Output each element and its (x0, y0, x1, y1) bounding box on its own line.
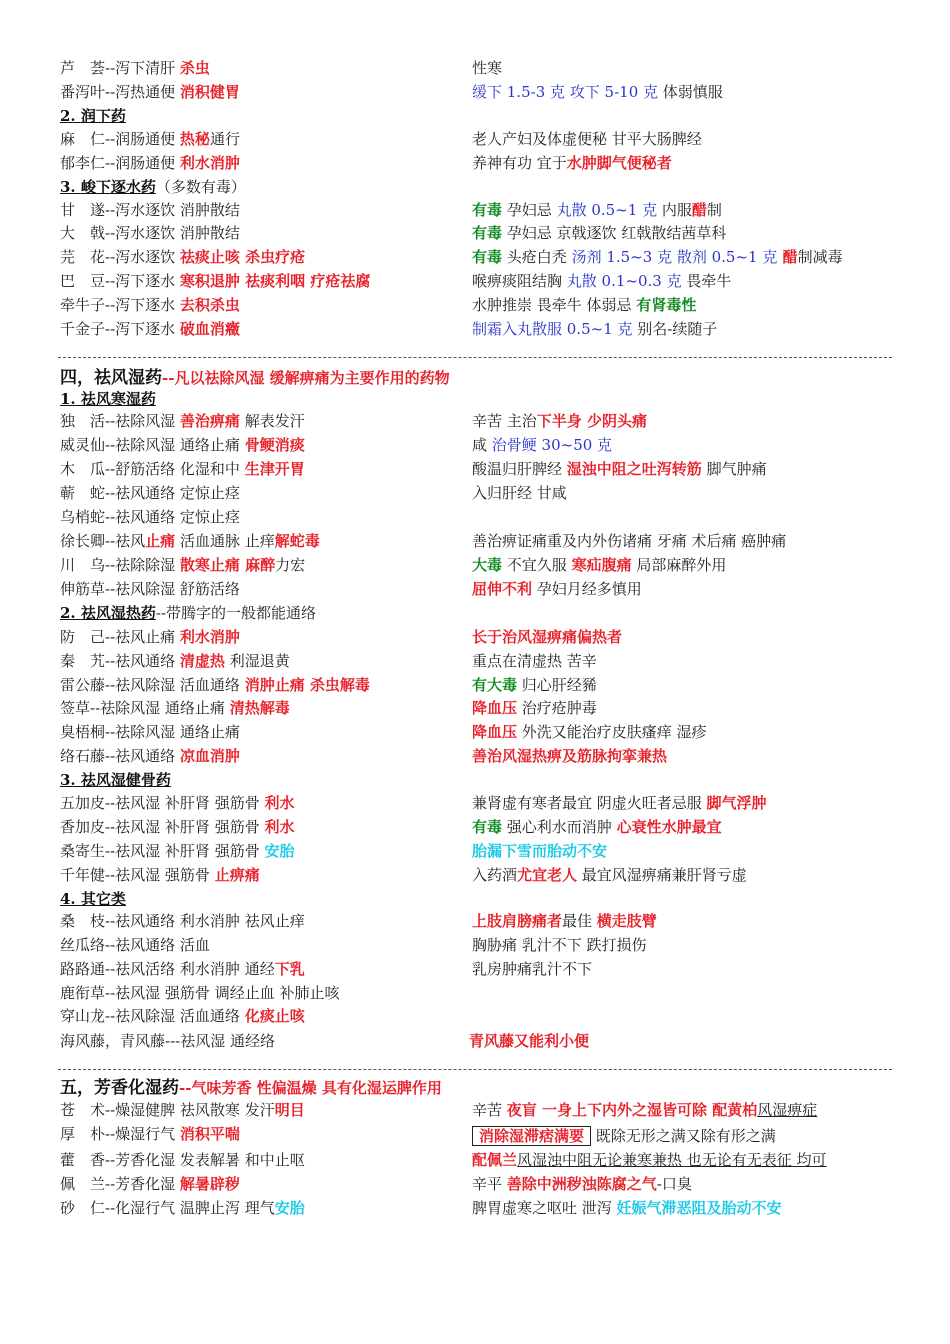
herb-note-houpu: 消除湿滞痞满要 既除无形之满又除有形之满 (472, 1125, 776, 1147)
herb-note-qiannianjian: 入药酒尤宜老人 最宜风湿痹痛兼肝肾亏虚 (472, 866, 747, 884)
herb-note-qianjinzi: 制霜入丸散服 0.5~1 克 别名-续随子 (472, 320, 718, 338)
herb-row-gansui: 甘 遂--泻水逐饮 消肿散结 (60, 201, 240, 219)
herb-row-badou: 巴 豆--泻下逐水 寒积退肿 祛痰利咽 疗疮祛腐 (60, 272, 371, 290)
herb-row-yuliren: 郁李仁--润肠通便 利水消肿 (60, 154, 240, 172)
herb-note-xuchangqing: 善治痹证痛重及内外伤诸痛 牙痛 术后痛 癌肿痛 (472, 532, 787, 550)
herb-row-luxiancao: 鹿衔草--祛风湿 强筋骨 调经止血 补肺止咳 (60, 984, 340, 1002)
subheading-fengshire: 2. 祛风湿热药--带腾字的一般都能通络 (60, 604, 317, 622)
herb-row-wujiapi: 五加皮--祛风湿 补肝肾 强筋骨 利水 (60, 794, 295, 812)
herb-note-wujiapi: 兼肾虚有寒者最宜 阴虚火旺者忌服 脚气浮肿 (472, 794, 767, 812)
herb-row-houpu: 厚 朴--燥湿行气 消积平喘 (60, 1125, 240, 1143)
herb-row-fangji: 防 己--祛风止痛 利水消肿 (60, 628, 240, 646)
herb-note-luoshiteng: 善治风湿热痹及筋脉拘挛兼热 (472, 747, 668, 765)
subheading-jiangu: 3. 祛风湿健骨药 (60, 771, 171, 789)
herb-note-huoxiang: 配佩兰风湿浊中阻无论兼寒兼热 也无论有无表征 均可 (472, 1151, 827, 1169)
herb-row-fanxieye: 番泻叶--泻热通便 消积健胃 (60, 83, 240, 101)
herb-row-sangzhi: 桑 枝--祛风通络 利水消肿 祛风止痒 (60, 912, 305, 930)
herb-row-xiangjiapi: 香加皮--祛风湿 补肝肾 强筋骨 利水 (60, 818, 295, 836)
herb-note-sharen: 脾胃虚寒之呕吐 泄泻 妊娠气滞恶阻及胎动不安 (472, 1199, 782, 1217)
herb-note-sangjisheng: 胎漏下雪而胎动不安 (472, 842, 608, 860)
section-heading-qufengshi: 四，祛风湿药--凡以祛除风湿 缓解痹痛为主要作用的药物 (60, 368, 450, 388)
section-divider (58, 1069, 892, 1070)
herb-row-qianjinzi: 千金子--泻下逐水 破血消癥 (60, 320, 240, 338)
herb-note-maren: 老人产妇及体虚便秘 甘平大肠脾经 (472, 130, 702, 148)
herb-row-xixiancao: 签草--祛除风湿 通络止痛 清热解毒 (60, 699, 290, 717)
herb-row-haifengteng: 海风藤，青风藤---祛风湿 通经络 (60, 1032, 275, 1050)
herb-note-leigongteng: 有大毒 归心肝经豨 (472, 676, 597, 694)
herb-note-xixiancao: 降血压 治疗疮肿毒 (472, 699, 597, 717)
herb-note-weilingxian: 咸 治骨鲠 30~50 克 (472, 436, 613, 454)
herb-row-luhui: 芦 荟--泻下清肝 杀虫 (60, 59, 210, 77)
herb-row-shenjincao: 伸筋草--祛风除湿 舒筋活络 (60, 580, 240, 598)
herb-note-qianniuzi: 水肿推崇 畏牵牛 体弱忌 有肾毒性 (472, 296, 697, 314)
herb-row-mugua: 木 瓜--舒筋活络 化湿和中 生津开胃 (60, 460, 305, 478)
herb-row-yuanhua: 芫 花--泻水逐饮 祛痰止咳 杀虫疗疮 (60, 248, 306, 266)
herb-row-sharen: 砂 仁--化湿行气 温脾止泻 理气安胎 (60, 1199, 305, 1217)
section-divider (58, 357, 892, 358)
herb-row-xuchangqing: 徐长卿--祛风止痛 活血通脉 止痒解蛇毒 (60, 532, 320, 550)
herb-row-duhuo: 独 活--祛除风湿 善治痹痛 解表发汗 (60, 412, 305, 430)
herb-note-mugua: 酸温归肝脾经 湿浊中阻之吐泻转筋 脚气肿痛 (472, 460, 767, 478)
herb-note-duhuo: 辛苦 主治下半身 少阴头痛 (472, 412, 648, 430)
herb-note-yuanhua: 有毒 头疮白秃 汤剂 1.5~3 克 散剂 0.5~1 克 醋制减毒 (472, 248, 843, 266)
herb-row-qinjiao: 秦 艽--祛风通络 清虚热 利湿退黄 (60, 652, 290, 670)
herb-note-shenjincao: 屈伸不利 孕妇月经多慎用 (472, 580, 642, 598)
herb-note-yuliren: 养神有功 宜于水肿脚气便秘者 (472, 154, 672, 172)
herb-note-peilan: 辛平 善除中洲秽浊陈腐之气-口臭 (472, 1175, 692, 1193)
herb-row-qiannianjian: 千年健--祛风湿 强筋骨 止痹痛 (60, 866, 260, 884)
subheading-qita: 4. 其它类 (60, 890, 126, 908)
herb-row-huoxiang: 藿 香--芳香化湿 发表解暑 和中止呕 (60, 1151, 305, 1169)
section-heading-fangxiang: 五，芳香化湿药--气味芳香 性偏温燥 具有化湿运脾作用 (60, 1078, 442, 1098)
herb-row-sangjisheng: 桑寄生--祛风湿 补肝肾 强筋骨 安胎 (60, 842, 295, 860)
herb-row-leigongteng: 雷公藤--祛风除湿 活血通络 消肿止痛 杀虫解毒 (60, 676, 370, 694)
herb-row-qianniuzi: 牵牛子--泻下逐水 去积杀虫 (60, 296, 240, 314)
herb-note-haifengteng: 青风藤又能利小便 (469, 1032, 590, 1050)
herb-row-maren: 麻 仁--润肠通便 热秘通行 (60, 130, 240, 148)
herb-note-fangji: 长于治风湿痹痛偏热者 (472, 628, 623, 646)
herb-row-weilingxian: 威灵仙--祛除风湿 通络止痛 骨鲠消痰 (60, 436, 305, 454)
herb-note-badou: 喉痹痰阻结胸 丸散 0.1~0.3 克 畏牵牛 (472, 272, 732, 290)
herb-row-qishe: 蕲 蛇--祛风通络 定惊止痉 (60, 484, 240, 502)
subheading-runxia: 2. 润下药 (60, 107, 126, 125)
subheading-junxia: 3. 峻下逐水药（多数有毒） (60, 178, 246, 196)
herb-row-wushaoshe: 乌梢蛇--祛风通络 定惊止痉 (60, 508, 240, 526)
herb-note-cangzhu: 辛苦 夜盲 一身上下内外之湿皆可除 配黄柏风湿痹症 (472, 1101, 818, 1119)
herb-row-peilan: 佩 兰--芳香化湿 解暑辟秽 (60, 1175, 240, 1193)
herb-row-luoshiteng: 络石藤--祛风通络 凉血消肿 (60, 747, 240, 765)
herb-note-sangzhi: 上肢肩膀痛者最佳 横走肢臂 (472, 912, 657, 930)
herb-row-chuanshanlong: 穿山龙--祛风除湿 活血通络 化痰止咳 (60, 1007, 305, 1025)
herb-note-fanxieye: 缓下 1.5-3 克 攻下 5-10 克 体弱慎服 (472, 83, 723, 101)
herb-note-lulutong: 乳房肿痛乳汁不下 (472, 960, 593, 978)
herb-note-luhui: 性寒 (472, 59, 503, 77)
herb-note-chuanwu: 大毒 不宜久服 寒疝腹痛 局部麻醉外用 (472, 556, 727, 574)
herb-row-choutong: 臭梧桐--祛除风湿 通络止痛 (60, 723, 240, 741)
herb-row-sigualuo: 丝瓜络--祛风通络 活血 (60, 936, 210, 954)
herb-row-lulutong: 路路通--祛风活络 利水消肿 通经下乳 (60, 960, 305, 978)
herb-note-qinjiao: 重点在清虚热 苦辛 (472, 652, 597, 670)
herb-note-daji: 有毒 孕妇忌 京戟逐饮 红戟散结茜草科 (472, 224, 727, 242)
herb-note-xiangjiapi: 有毒 强心利水而消肿 心衰性水肿最宜 (472, 818, 722, 836)
herb-note-gansui: 有毒 孕妇忌 丸散 0.5~1 克 内服醋制 (472, 201, 722, 219)
herb-note-choutong: 降血压 外洗又能治疗皮肤瘙痒 湿疹 (472, 723, 707, 741)
herb-note-qishe: 入归肝经 甘咸 (472, 484, 567, 502)
herb-row-chuanwu: 川 乌--祛除除湿 散寒止痛 麻醉力宏 (60, 556, 306, 574)
herb-note-sigualuo: 胸胁痛 乳汁不下 跌打损伤 (472, 936, 647, 954)
herb-row-daji: 大 戟--泻水逐饮 消肿散结 (60, 224, 240, 242)
subheading-fenghanshi: 1. 祛风寒湿药 (60, 390, 156, 408)
herb-row-cangzhu: 苍 术--燥湿健脾 祛风散寒 发汗明目 (60, 1101, 305, 1119)
